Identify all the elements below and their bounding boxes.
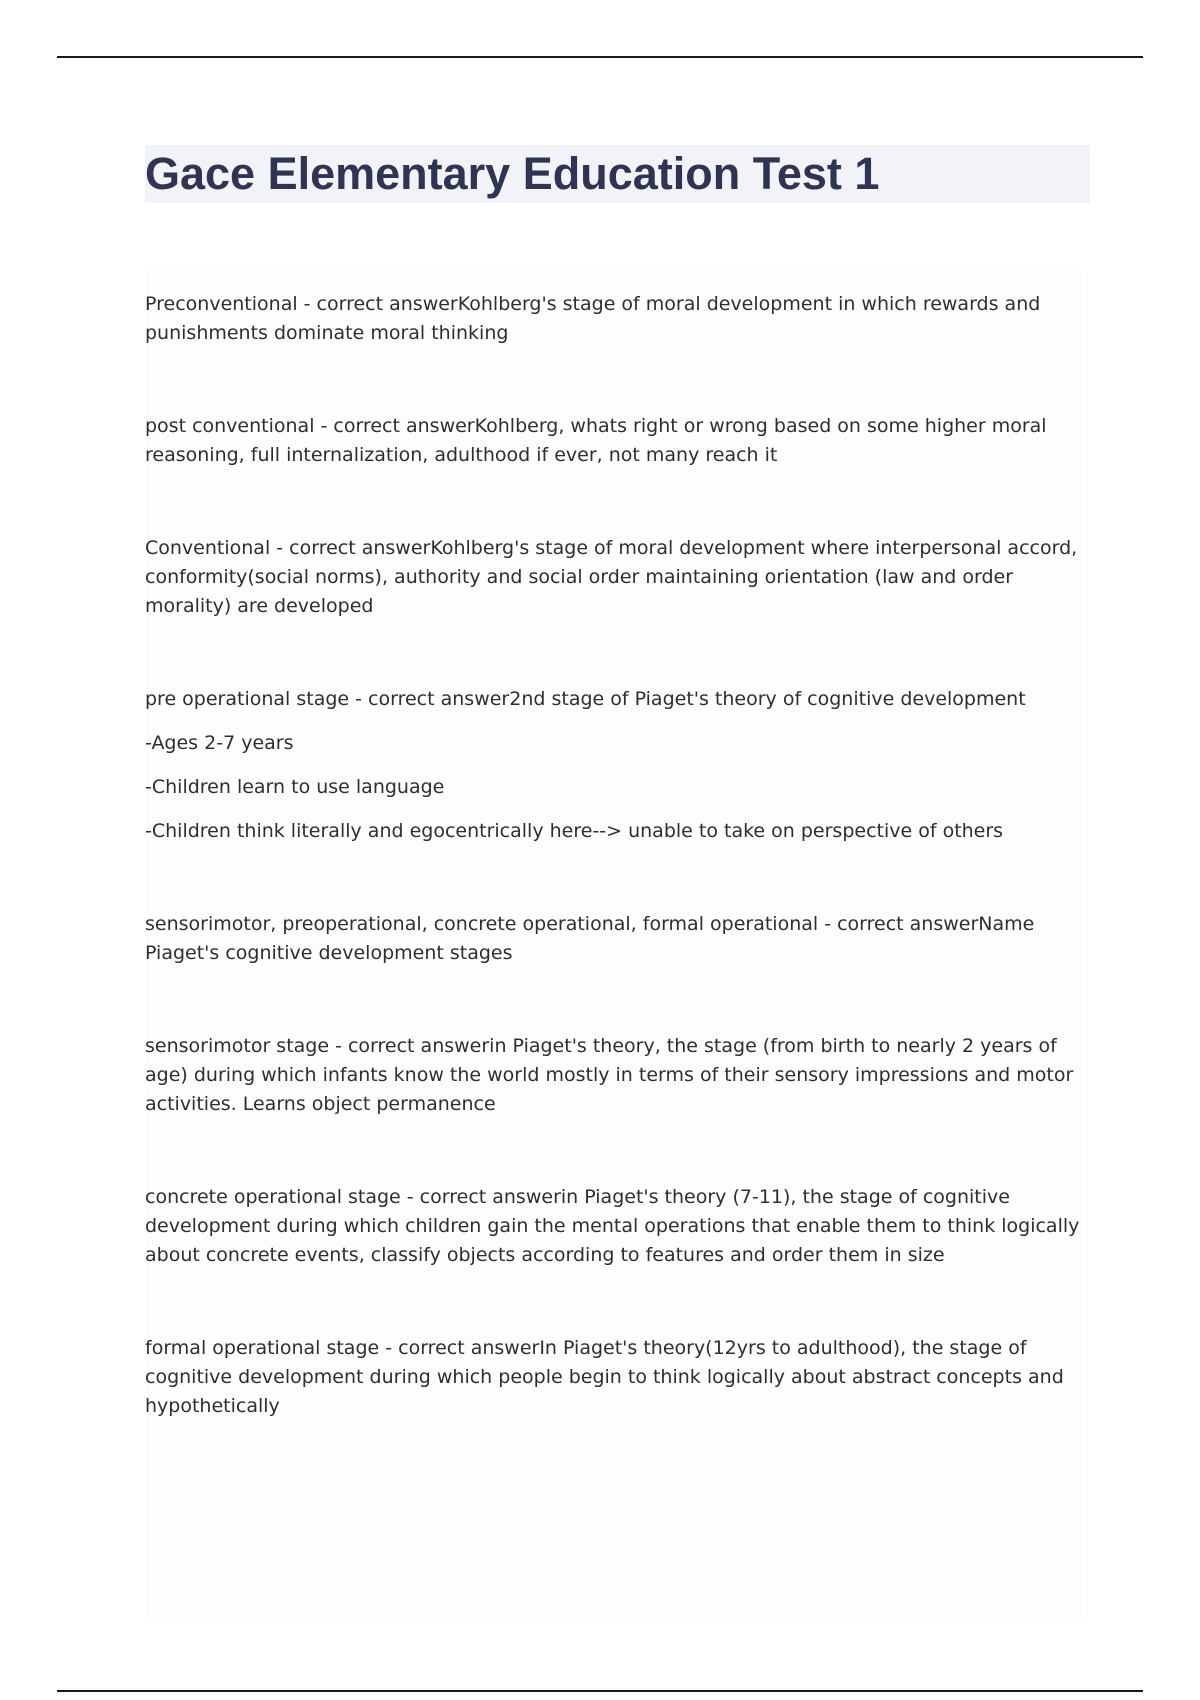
flashcard-entry <box>145 685 1090 846</box>
entry-detail-line: -Ages 2-7 years <box>145 732 294 754</box>
entry-text: formal operational stage - correct answerIn Piaget's theory(12yrs to adulthood), the stage of cognitive development during which people begin to think logically about abstract concepts and hypothetically <box>145 1337 1064 1417</box>
entry-text: pre operational stage - correct answer2nd stage of Piaget's theory of cognitive development <box>145 688 1026 710</box>
entry-text: sensorimotor stage - correct answerin Piaget's theory, the stage (from birth to nearly 2 years of age) during which infants know the world mostly in terms of their sensory impressions and motor activities. Learns object permanence <box>145 1035 1074 1115</box>
flashcard-list <box>145 290 1090 1485</box>
entry-text: concrete operational stage - correct answerin Piaget's theory (7-11), the stage of cognitive development during which children gain the mental operations that enable them to think logically about concrete events, classify objects according to features and order them in size <box>145 1186 1080 1266</box>
page-title: Gace Elementary Education Test 1 <box>145 148 880 199</box>
bottom-rule <box>57 1690 1143 1692</box>
top-rule <box>57 56 1143 58</box>
entry-text: sensorimotor, preoperational, concrete operational, formal operational - correct answerName Piaget's cognitive development stages <box>145 913 1035 964</box>
entry-text: Preconventional - correct answerKohlberg's stage of moral development in which rewards and punishments dominate moral thinking <box>145 293 1041 344</box>
flashcard-entry <box>145 534 1090 621</box>
flashcard-entry <box>145 910 1090 968</box>
entry-detail-line: -Children learn to use language <box>145 776 445 798</box>
flashcard-entry <box>145 1334 1090 1421</box>
entry-detail-line: -Children think literally and egocentrically here--> unable to take on perspective of others <box>145 820 1004 842</box>
entry-text: Conventional - correct answerKohlberg's stage of moral development where interpersonal accord, conformity(social norms), authority and social order maintaining orientation (law and order morality) are developed <box>145 537 1078 617</box>
flashcard-entry <box>145 1032 1090 1119</box>
flashcard-entry <box>145 290 1090 348</box>
flashcard-entry <box>145 412 1090 470</box>
flashcard-entry <box>145 1183 1090 1270</box>
entry-text: post conventional - correct answerKohlberg, whats right or wrong based on some higher moral reasoning, full internalization, adulthood if ever, not many reach it <box>145 415 1047 466</box>
